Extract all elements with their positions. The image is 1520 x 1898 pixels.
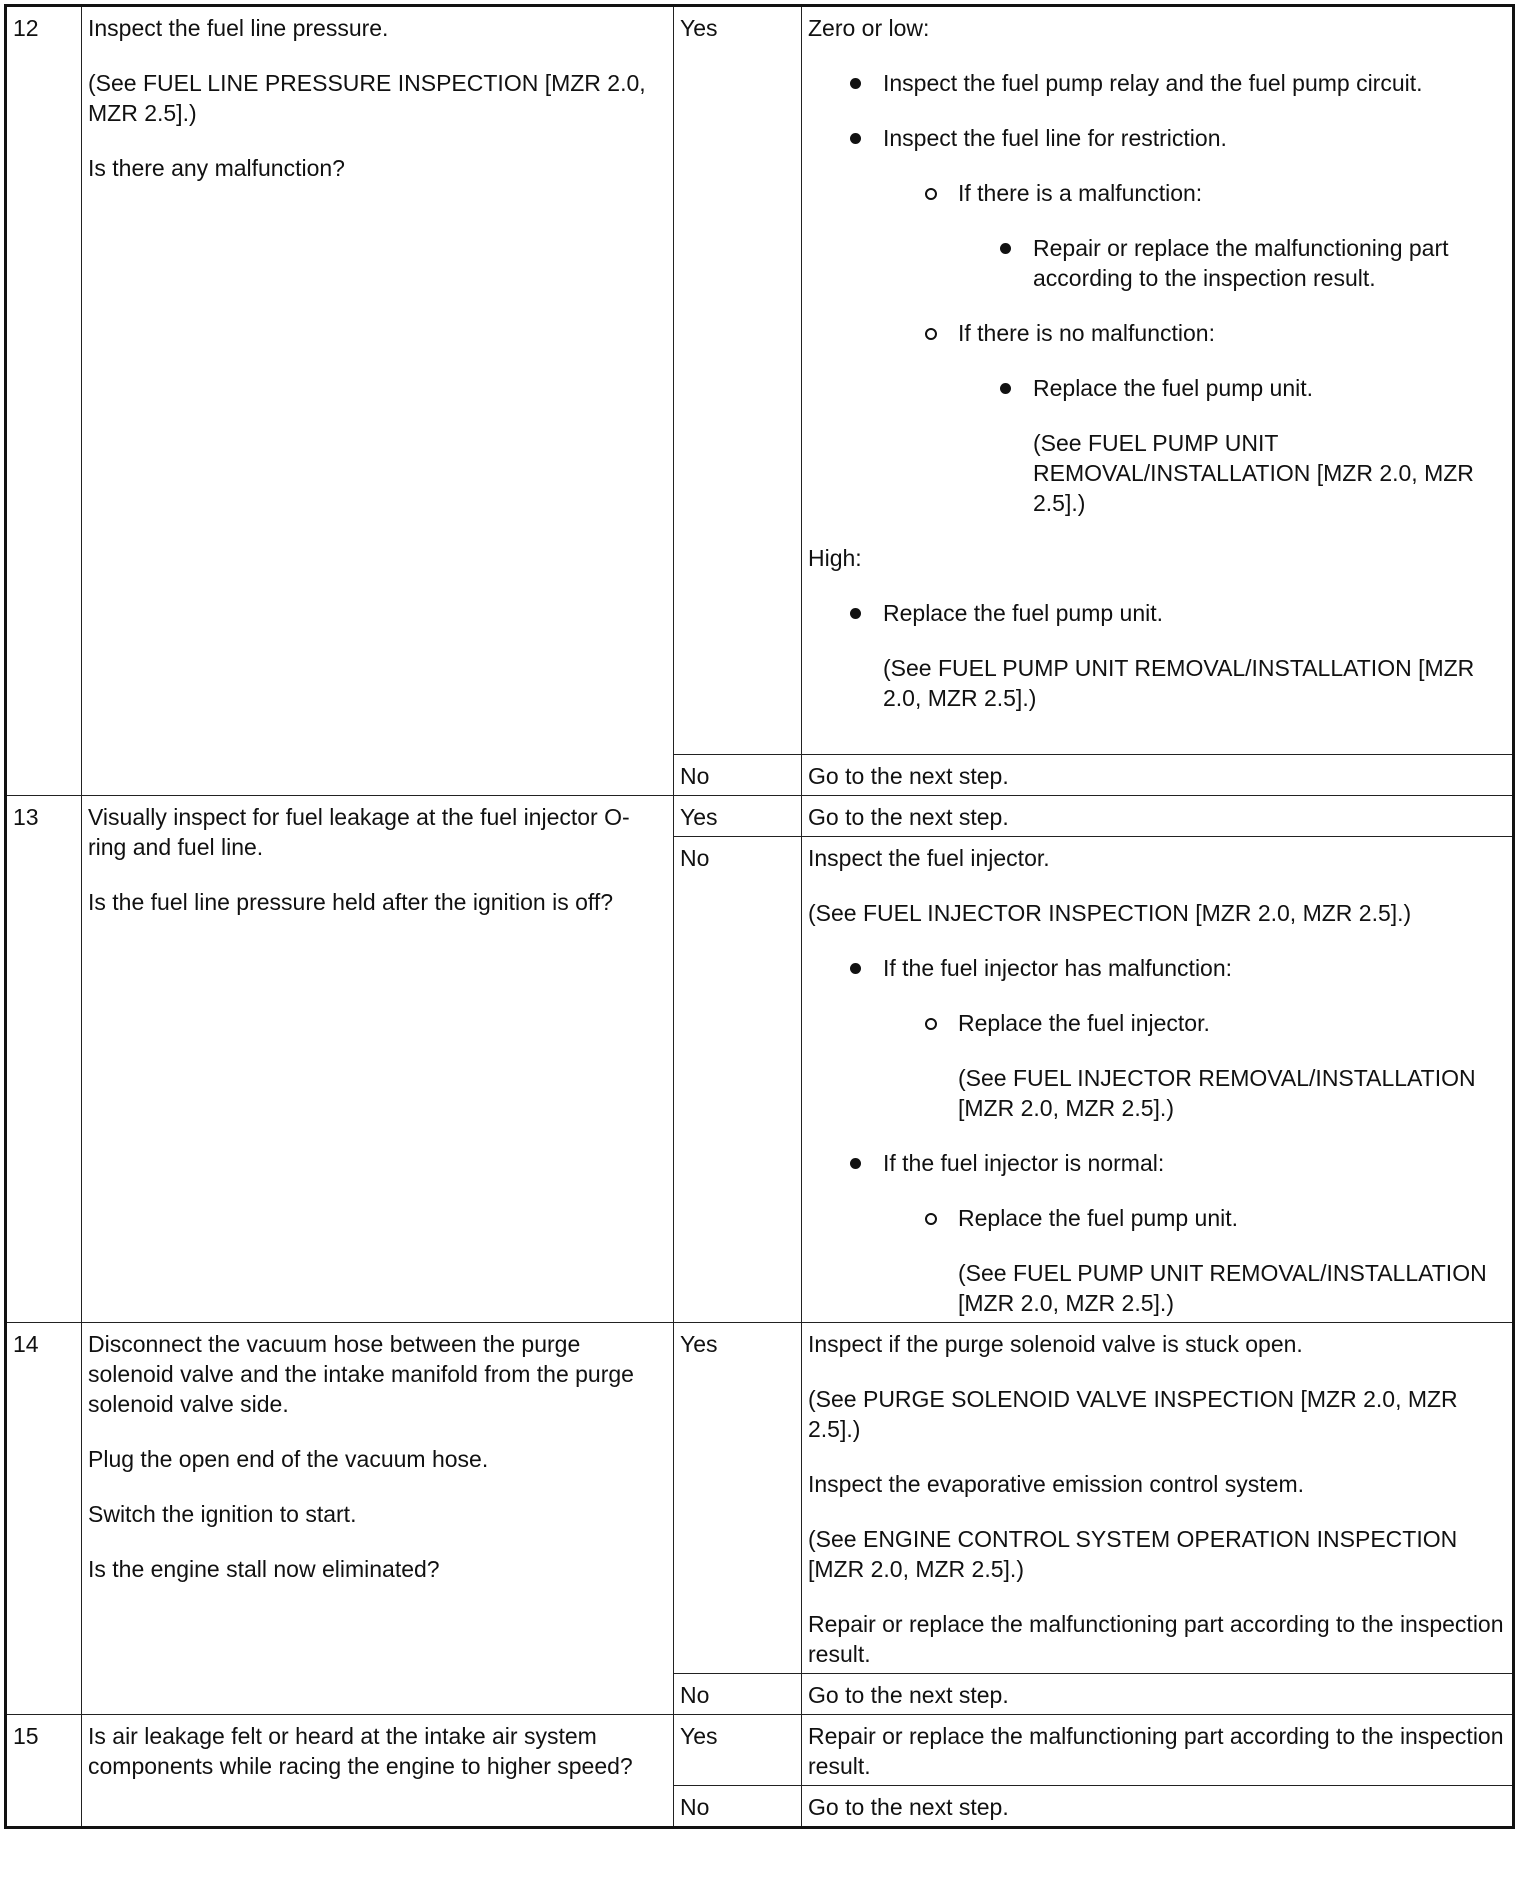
no-label: No — [674, 1786, 802, 1828]
list-item: Replace the fuel pump unit. — [883, 598, 1506, 628]
no-result: Inspect the fuel injector. (See FUEL INJECTOR INSPECTION [MZR 2.0, MZR 2.5].) If the fuel injector has malfunction: Replace the fuel injector. (See FUEL INJECTOR REMOVAL/INSTALLATION [MZR 2.0, MZR 2.5].) If the fuel injector is normal: Replace the fuel pump unit. (See FUEL PUMP UNIT REMOVAL/INSTALLATION [MZR 2.0, MZR 2.5].) — [802, 837, 1514, 1323]
step-action: Visually inspect for fuel leakage at the fuel injector O-ring and fuel line. Is the fuel line pressure held after the ignition is off? — [82, 796, 674, 1323]
yes-label: Yes — [674, 796, 802, 837]
yes-label: Yes — [674, 1323, 802, 1674]
yes-result: Repair or replace the malfunctioning part according to the inspection result. — [802, 1715, 1514, 1786]
no-result: Go to the next step. — [802, 755, 1514, 796]
table-row — [6, 1715, 1514, 1786]
yes-result: Go to the next step. — [802, 796, 1514, 837]
step-action: Disconnect the vacuum hose between the purge solenoid valve and the intake manifold from the purge solenoid valve side. Plug the open end of the vacuum hose. Switch the ignition to start. Is the engine stall now eliminated? — [82, 1323, 674, 1715]
step-action: Is air leakage felt or heard at the intake air system components while racing the engine to higher speed? — [82, 1715, 674, 1828]
no-label: No — [674, 837, 802, 1323]
list-item: Replace the fuel injector. — [958, 1008, 1506, 1038]
yes-result: Zero or low: Inspect the fuel pump relay and the fuel pump circuit. Inspect the fuel line for restriction. If there is a malfunction: Repair or replace the malfunctioning part according to the inspection result. If there is no malfunction: Replace the fuel pump unit. (See FUEL PUMP UNIT REMOVAL/INSTALLATION [MZR 2.0, MZR 2.5].) High: Replace the fuel pump unit. (See FUEL PUMP UNIT REMOVAL/INSTALLATION [MZR 2.0, MZR 2.5].) — [802, 6, 1514, 755]
list-item: Inspect the fuel pump relay and the fuel pump circuit. — [883, 68, 1506, 98]
list-item: If there is a malfunction: — [958, 178, 1506, 208]
list-item: If the fuel injector has malfunction: — [883, 953, 1506, 983]
step-number: 14 — [6, 1323, 82, 1715]
no-label: No — [674, 755, 802, 796]
troubleshooting-table — [4, 4, 1515, 1829]
step-number: 12 — [6, 6, 82, 796]
step-number: 13 — [6, 796, 82, 1323]
list-item: Inspect the fuel line for restriction. — [883, 123, 1506, 153]
table-row — [6, 6, 1514, 755]
no-label: No — [674, 1674, 802, 1715]
yes-label: Yes — [674, 1715, 802, 1786]
no-result: Go to the next step. — [802, 1786, 1514, 1828]
list-item: Repair or replace the malfunctioning part according to the inspection result. — [1033, 233, 1506, 293]
step-number: 15 — [6, 1715, 82, 1828]
yes-result: Inspect if the purge solenoid valve is stuck open. (See PURGE SOLENOID VALVE INSPECTION [MZR 2.0, MZR 2.5].) Inspect the evaporative emission control system. (See ENGINE CONTROL SYSTEM OPERATION INSPECTION [MZR 2.0, MZR 2.5].) Repair or replace the malfunctioning part according to the inspection result. — [802, 1323, 1514, 1674]
table-row — [6, 796, 1514, 837]
no-result: Go to the next step. — [802, 1674, 1514, 1715]
table-row — [6, 1323, 1514, 1674]
yes-label: Yes — [674, 6, 802, 755]
list-item: Replace the fuel pump unit. — [1033, 373, 1506, 403]
step-action: Inspect the fuel line pressure. (See FUEL LINE PRESSURE INSPECTION [MZR 2.0, MZR 2.5].) Is there any malfunction? — [82, 6, 674, 796]
list-item: Replace the fuel pump unit. — [958, 1203, 1506, 1233]
list-item: If the fuel injector is normal: — [883, 1148, 1506, 1178]
list-item: If there is no malfunction: — [958, 318, 1506, 348]
